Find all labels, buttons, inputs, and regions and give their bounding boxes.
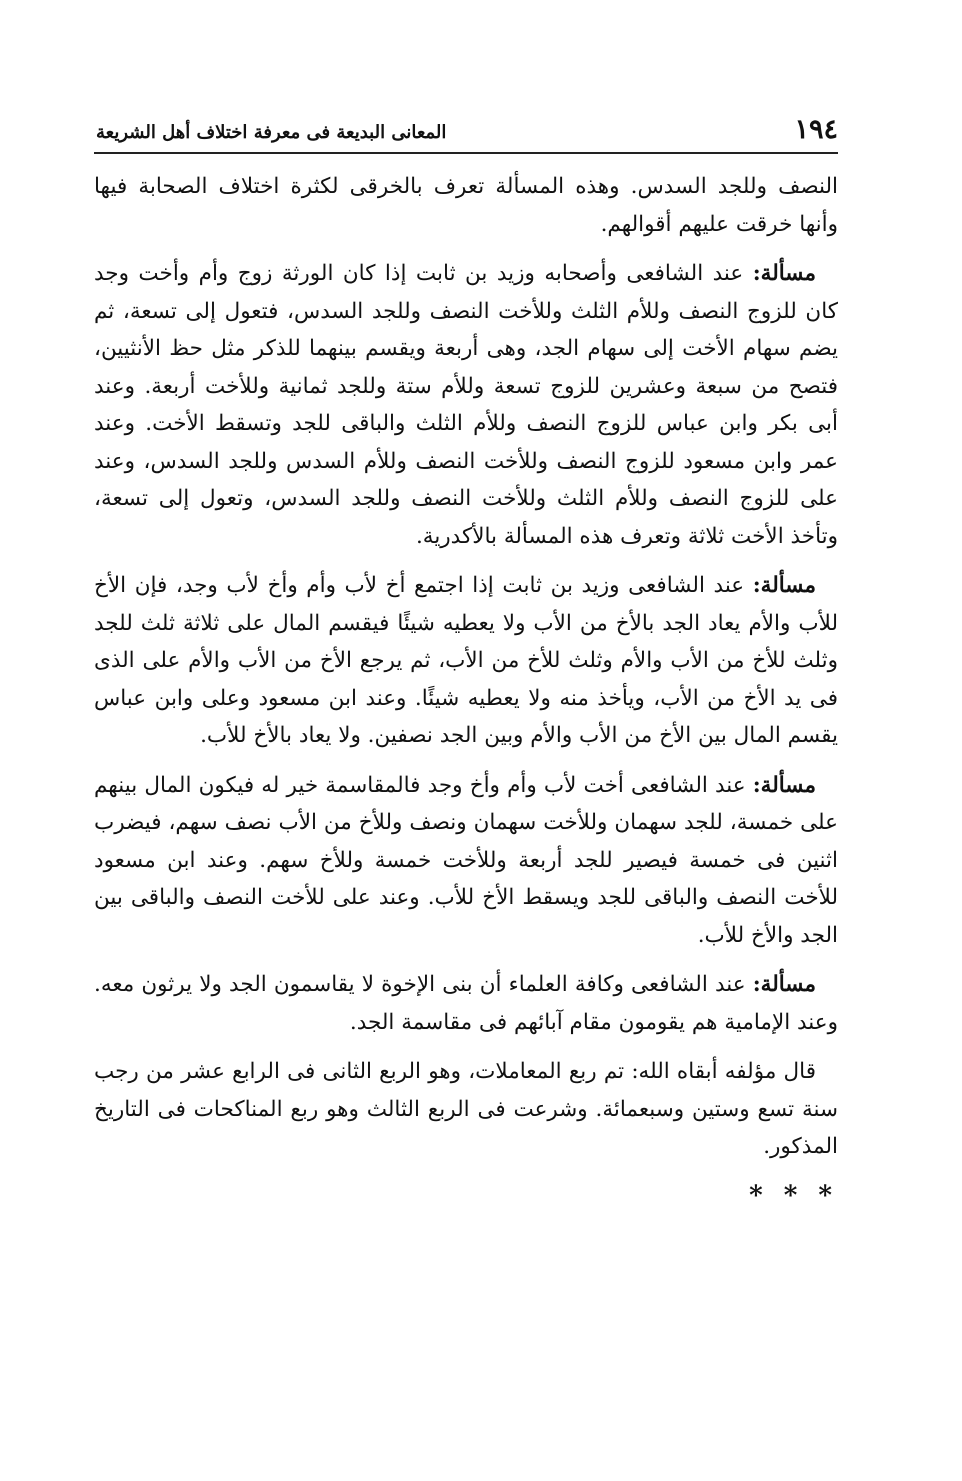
paragraph-text: عند الشافعى أخت لأب وأم وأخ وجد فالمقاسمة خير له فيكون المال بينهم على خمسة، للجد سهمان وللأخت سهمان ونصف وللأخ من الأب نصف سهم، فيضرب اثنين فى خمسة فيصير للجد أربعة وللأخت خمسة وللأخ سهم. وعند ابن مسعود للأخت النصف والباقى للجد ويسقط الأخ للأب. وعند على للأخت النصف والباقى بين الجد والأخ للأب. [94,772,838,948]
paragraph-text: عند الشافعى وكافة العلماء أن بنى الإخوة لا يقاسمون الجد ولا يرثون معه. وعند الإمامية هم يقومون مقام آبائهم فى مقاسمة الجد. [94,972,838,1035]
masala-label: مسألة: [752,972,816,997]
running-title: المعانى البديعة فى معرفة اختلاف أهل الشريعة [96,122,447,143]
paragraph-masala-2 [94,567,838,755]
paragraph-masala-4 [94,966,838,1041]
masala-label: مسألة: [752,261,816,286]
paragraph-text: عند الشافعى وأصحابه وزيد بن ثابت إذا كان الورثة زوج وأم وأخت وجد كان للزوج النصف وللأم الثلث وللأخت النصف وللجد السدس، فتعول إلى تسعة، ثم يضم سهام الأخت إلى سهام الجد، وهى أربعة ويقسم بينهما للذكر مثل حظ الأنثيين، فتصح من سبعة وعشرين للزوج تسعة وللأم ستة وللجد ثمانية وللأخت أربعة. وعند أبى بكر وابن عباس للزوج النصف وللأم الثلث والباقى للجد وتسقط الأخت. وعند عمر وابن مسعود للزوج النصف وللأخت النصف وللأم السدس وللجد السدس، وعند على للزوج النصف وللأم الثلث وللأخت النصف وللجد السدس، وتعول إلى تسعة، وتأخذ الأخت ثلاثة وتعرف هذه المسألة بالأكدرية. [94,261,838,549]
paragraph-text: عند الشافعى وزيد بن ثابت إذا اجتمع أخ لأب وأم وأخ لأب وجد، فإن الأخ للأب والأم يعاد الجد بالأخ من الأب ولا يعطيه شيئًا فيقسم المال على ثلاثة ثلث للجد وثلث للأخ من الأب والأم وثلث للأخ من الأب، ثم يرجع الأخ من الأب والأم على الذى فى يد الأخ من الأب، ويأخذ منه ولا يعطيه شيئًا. وعند ابن مسعود وعلى وابن عباس يقسم المال بين الأخ من الأب والأم وبين الجد نصفين. ولا يعاد بالأخ للأب. [94,573,838,748]
page-number: ١٩٤ [794,114,838,145]
page-header [94,112,838,154]
masala-label: مسألة: [752,772,816,798]
page-body [94,168,838,1215]
book-page [94,112,838,1215]
paragraph-text: النصف وللجد السدس. وهذه المسألة تعرف بالخرقى لكثرة اختلاف الصحابة فيها وأنها خرقت عليهم أقوالهم. [94,174,838,237]
paragraph-colophon [94,1053,838,1166]
paragraph-continuation [94,168,838,243]
masala-label: مسألة: [752,573,816,598]
section-separator: * * * [749,1180,838,1211]
paragraph-masala-1 [94,255,838,555]
paragraph-masala-3 [94,767,838,955]
paragraph-text: قال مؤلفه أبقاه الله: تم ربع المعاملات، وهو الربع الثانى فى الرابع عشر من رجب سنة تسع وستين وسبعمائة. وشرعت فى الربع الثالث وهو ربع المناكحات فى التاريخ المذكور. [94,1059,838,1159]
